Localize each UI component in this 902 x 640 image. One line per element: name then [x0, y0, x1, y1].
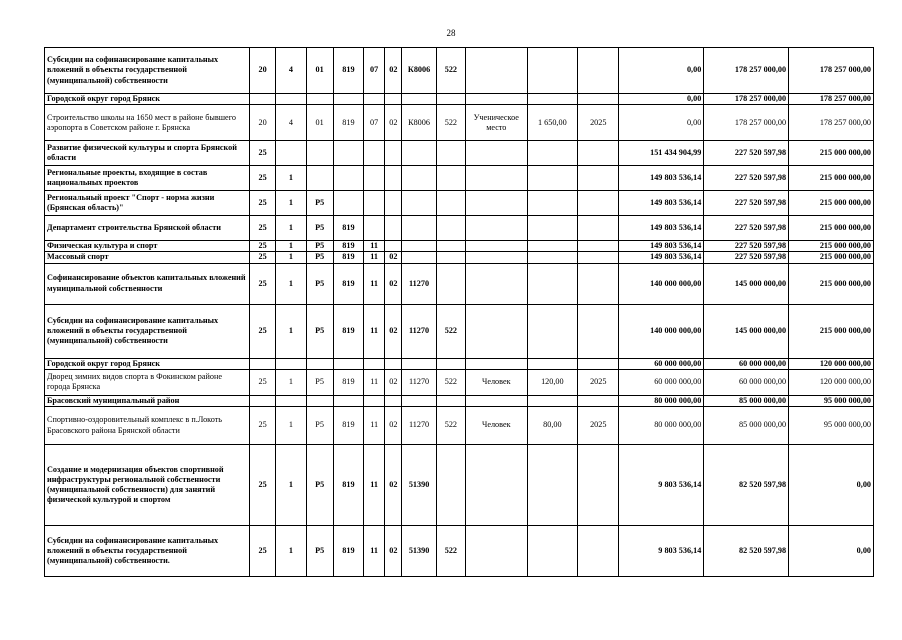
amount-3-cell: 0,00 [789, 526, 874, 577]
expense-type-code-cell [436, 445, 465, 526]
capacity-cell [527, 166, 577, 191]
amount-3-cell: 215 000 000,00 [789, 191, 874, 216]
project-code-cell: P5 [306, 263, 333, 304]
table-row [45, 526, 874, 577]
table-row [45, 241, 874, 252]
amount-3-cell: 0,00 [789, 445, 874, 526]
program-code-cell [249, 395, 275, 406]
amount-1-cell: 149 803 536,14 [619, 191, 704, 216]
expense-type-code-cell: 522 [436, 48, 465, 94]
capacity-cell [527, 141, 577, 166]
row-name-cell: Брасовский муниципальный район [45, 395, 250, 406]
amount-2-cell: 60 000 000,00 [704, 358, 789, 369]
section-code-cell [364, 358, 385, 369]
year-cell [578, 304, 619, 358]
row-name-cell: Массовый спорт [45, 252, 250, 263]
subprogram-code-cell [276, 395, 306, 406]
program-code-cell: 20 [249, 48, 275, 94]
subsection-code-cell [385, 141, 402, 166]
unit-cell [466, 141, 528, 166]
amount-3-cell: 215 000 000,00 [789, 241, 874, 252]
expense-type-code-cell [436, 241, 465, 252]
expense-type-code-cell [436, 94, 465, 105]
subprogram-code-cell [276, 141, 306, 166]
capacity-cell [527, 48, 577, 94]
year-cell [578, 216, 619, 241]
project-code-cell: P5 [306, 241, 333, 252]
unit-cell [466, 48, 528, 94]
amount-1-cell: 80 000 000,00 [619, 395, 704, 406]
row-name-cell: Региональный проект "Спорт - норма жизни (Брянская область)" [45, 191, 250, 216]
amount-1-cell: 149 803 536,14 [619, 252, 704, 263]
expense-type-code-cell [436, 216, 465, 241]
unit-cell: Человек [466, 369, 528, 395]
row-name-cell: Физическая культура и спорт [45, 241, 250, 252]
amount-2-cell: 145 000 000,00 [704, 304, 789, 358]
capacity-cell [527, 263, 577, 304]
year-cell [578, 191, 619, 216]
year-cell [578, 241, 619, 252]
amount-1-cell: 0,00 [619, 94, 704, 105]
capacity-cell [527, 526, 577, 577]
subsection-code-cell: 02 [385, 407, 402, 445]
program-code-cell: 25 [249, 407, 275, 445]
amount-3-cell: 178 257 000,00 [789, 105, 874, 141]
program-code-cell: 25 [249, 369, 275, 395]
row-name-cell: Городской округ город Брянск [45, 94, 250, 105]
project-code-cell: P5 [306, 252, 333, 263]
table-row [45, 166, 874, 191]
project-code-cell: P5 [306, 445, 333, 526]
program-code-cell: 25 [249, 445, 275, 526]
expense-type-code-cell [436, 141, 465, 166]
unit-cell [466, 358, 528, 369]
section-code-cell: 11 [364, 263, 385, 304]
expense-type-code-cell: 522 [436, 407, 465, 445]
row-name-cell: Городской округ город Брянск [45, 358, 250, 369]
unit-cell [466, 304, 528, 358]
amount-1-cell: 60 000 000,00 [619, 358, 704, 369]
subsection-code-cell [385, 94, 402, 105]
table-row [45, 358, 874, 369]
table-row [45, 191, 874, 216]
project-code-cell: P5 [306, 407, 333, 445]
table-row [45, 216, 874, 241]
target-item-code-cell [402, 141, 436, 166]
year-cell [578, 445, 619, 526]
amount-3-cell: 215 000 000,00 [789, 263, 874, 304]
capacity-cell [527, 191, 577, 216]
subsection-code-cell: 02 [385, 369, 402, 395]
row-name-cell: Субсидии на софинансирование капитальных вложений в объекты государственной (муниципальной) собственности. [45, 526, 250, 577]
section-code-cell: 11 [364, 252, 385, 263]
expense-type-code-cell: 522 [436, 105, 465, 141]
amount-1-cell: 140 000 000,00 [619, 304, 704, 358]
amount-3-cell: 120 000 000,00 [789, 358, 874, 369]
target-item-code-cell [402, 216, 436, 241]
amount-2-cell: 227 520 597,98 [704, 141, 789, 166]
target-item-code-cell: 11270 [402, 304, 436, 358]
program-code-cell: 25 [249, 141, 275, 166]
subsection-code-cell: 02 [385, 304, 402, 358]
subsection-code-cell [385, 191, 402, 216]
department-code-cell: 819 [333, 48, 363, 94]
project-code-cell: 01 [306, 48, 333, 94]
subprogram-code-cell: 1 [276, 445, 306, 526]
department-code-cell [333, 395, 363, 406]
amount-3-cell: 215 000 000,00 [789, 166, 874, 191]
target-item-code-cell: 51390 [402, 445, 436, 526]
amount-2-cell: 178 257 000,00 [704, 94, 789, 105]
section-code-cell [364, 395, 385, 406]
table-row [45, 304, 874, 358]
year-cell [578, 48, 619, 94]
target-item-code-cell: 11270 [402, 263, 436, 304]
unit-cell [466, 252, 528, 263]
program-code-cell [249, 358, 275, 369]
target-item-code-cell: 11270 [402, 407, 436, 445]
amount-3-cell: 215 000 000,00 [789, 252, 874, 263]
amount-2-cell: 227 520 597,98 [704, 216, 789, 241]
program-code-cell: 25 [249, 263, 275, 304]
target-item-code-cell [402, 358, 436, 369]
department-code-cell [333, 358, 363, 369]
expense-type-code-cell: 522 [436, 304, 465, 358]
subprogram-code-cell: 1 [276, 216, 306, 241]
project-code-cell [306, 358, 333, 369]
year-cell [578, 263, 619, 304]
section-code-cell: 11 [364, 526, 385, 577]
subprogram-code-cell: 1 [276, 526, 306, 577]
amount-1-cell: 149 803 536,14 [619, 216, 704, 241]
section-code-cell: 11 [364, 304, 385, 358]
unit-cell [466, 241, 528, 252]
amount-2-cell: 178 257 000,00 [704, 48, 789, 94]
row-name-cell: Создание и модернизация объектов спортивной инфраструктуры региональной собственности (муниципальной собственности) для занятий физической культурой и спортом [45, 445, 250, 526]
program-code-cell: 25 [249, 216, 275, 241]
capacity-cell [527, 445, 577, 526]
section-code-cell: 11 [364, 241, 385, 252]
amount-3-cell: 95 000 000,00 [789, 395, 874, 406]
target-item-code-cell: К8006 [402, 48, 436, 94]
department-code-cell: 819 [333, 304, 363, 358]
expense-type-code-cell [436, 395, 465, 406]
section-code-cell: 11 [364, 369, 385, 395]
table-row [45, 252, 874, 263]
year-cell: 2025 [578, 105, 619, 141]
expense-type-code-cell [436, 166, 465, 191]
amount-2-cell: 82 520 597,98 [704, 526, 789, 577]
program-code-cell: 25 [249, 526, 275, 577]
program-code-cell: 25 [249, 304, 275, 358]
subprogram-code-cell: 1 [276, 304, 306, 358]
amount-3-cell: 95 000 000,00 [789, 407, 874, 445]
unit-cell [466, 526, 528, 577]
amount-2-cell: 227 520 597,98 [704, 252, 789, 263]
page-number: 28 [446, 28, 456, 38]
capacity-cell [527, 216, 577, 241]
row-name-cell: Региональные проекты, входящие в состав национальных проектов [45, 166, 250, 191]
year-cell: 2025 [578, 369, 619, 395]
target-item-code-cell [402, 166, 436, 191]
capacity-cell [527, 395, 577, 406]
program-code-cell: 25 [249, 166, 275, 191]
row-name-cell: Строительство школы на 1650 мест в районе бывшего аэропорта в Советском районе г. Брянска [45, 105, 250, 141]
amount-2-cell: 85 000 000,00 [704, 407, 789, 445]
amount-3-cell: 178 257 000,00 [789, 94, 874, 105]
amount-1-cell: 9 803 536,14 [619, 526, 704, 577]
project-code-cell [306, 166, 333, 191]
budget-table [44, 47, 874, 577]
project-code-cell: 01 [306, 105, 333, 141]
subprogram-code-cell [276, 94, 306, 105]
subsection-code-cell [385, 395, 402, 406]
subsection-code-cell [385, 358, 402, 369]
table-row [45, 48, 874, 94]
expense-type-code-cell [436, 263, 465, 304]
expense-type-code-cell [436, 191, 465, 216]
capacity-cell [527, 241, 577, 252]
expense-type-code-cell: 522 [436, 369, 465, 395]
project-code-cell [306, 94, 333, 105]
budget-table-body [45, 48, 874, 577]
program-code-cell: 25 [249, 241, 275, 252]
project-code-cell: P5 [306, 191, 333, 216]
subprogram-code-cell: 1 [276, 166, 306, 191]
amount-2-cell: 60 000 000,00 [704, 369, 789, 395]
department-code-cell: 819 [333, 445, 363, 526]
department-code-cell [333, 94, 363, 105]
subprogram-code-cell: 1 [276, 369, 306, 395]
year-cell: 2025 [578, 407, 619, 445]
table-row [45, 369, 874, 395]
unit-cell [466, 263, 528, 304]
year-cell [578, 395, 619, 406]
target-item-code-cell: 11270 [402, 369, 436, 395]
subsection-code-cell: 02 [385, 526, 402, 577]
program-code-cell: 20 [249, 105, 275, 141]
row-name-cell: Субсидии на софинансирование капитальных вложений в объекты государственной (муниципальной) собственности [45, 48, 250, 94]
row-name-cell: Спортивно-оздоровительный комплекс в п.Локоть Брасовского района Брянской области [45, 407, 250, 445]
amount-3-cell: 215 000 000,00 [789, 304, 874, 358]
subprogram-code-cell: 4 [276, 105, 306, 141]
department-code-cell: 819 [333, 526, 363, 577]
amount-2-cell: 178 257 000,00 [704, 105, 789, 141]
project-code-cell [306, 141, 333, 166]
row-name-cell: Дворец зимних видов спорта в Фокинском районе города Брянска [45, 369, 250, 395]
project-code-cell [306, 395, 333, 406]
department-code-cell: 819 [333, 407, 363, 445]
subprogram-code-cell [276, 358, 306, 369]
row-name-cell: Софинансирование объектов капитальных вложений муниципальной собственности [45, 263, 250, 304]
capacity-cell: 1 650,00 [527, 105, 577, 141]
department-code-cell: 819 [333, 369, 363, 395]
table-row [45, 105, 874, 141]
section-code-cell [364, 94, 385, 105]
amount-1-cell: 60 000 000,00 [619, 369, 704, 395]
department-code-cell [333, 191, 363, 216]
department-code-cell: 819 [333, 105, 363, 141]
target-item-code-cell [402, 252, 436, 263]
department-code-cell [333, 141, 363, 166]
project-code-cell: P5 [306, 216, 333, 241]
amount-2-cell: 227 520 597,98 [704, 166, 789, 191]
department-code-cell: 819 [333, 263, 363, 304]
table-row [45, 94, 874, 105]
unit-cell [466, 166, 528, 191]
department-code-cell: 819 [333, 216, 363, 241]
amount-1-cell: 9 803 536,14 [619, 445, 704, 526]
amount-2-cell: 82 520 597,98 [704, 445, 789, 526]
amount-1-cell: 140 000 000,00 [619, 263, 704, 304]
subsection-code-cell [385, 216, 402, 241]
table-row [45, 407, 874, 445]
unit-cell: Ученическое место [466, 105, 528, 141]
amount-2-cell: 227 520 597,98 [704, 241, 789, 252]
section-code-cell: 07 [364, 105, 385, 141]
amount-2-cell: 145 000 000,00 [704, 263, 789, 304]
amount-1-cell: 0,00 [619, 105, 704, 141]
subprogram-code-cell: 1 [276, 241, 306, 252]
expense-type-code-cell [436, 358, 465, 369]
amount-3-cell: 215 000 000,00 [789, 216, 874, 241]
section-code-cell: 07 [364, 48, 385, 94]
row-name-cell: Субсидии на софинансирование капитальных вложений в объекты государственной (муниципальной) собственности [45, 304, 250, 358]
expense-type-code-cell: 522 [436, 526, 465, 577]
subprogram-code-cell: 1 [276, 407, 306, 445]
subprogram-code-cell: 4 [276, 48, 306, 94]
amount-3-cell: 178 257 000,00 [789, 48, 874, 94]
year-cell [578, 166, 619, 191]
unit-cell [466, 216, 528, 241]
capacity-cell: 120,00 [527, 369, 577, 395]
program-code-cell [249, 94, 275, 105]
target-item-code-cell [402, 241, 436, 252]
department-code-cell [333, 166, 363, 191]
department-code-cell: 819 [333, 241, 363, 252]
target-item-code-cell [402, 191, 436, 216]
unit-cell [466, 445, 528, 526]
amount-3-cell: 215 000 000,00 [789, 141, 874, 166]
subsection-code-cell [385, 241, 402, 252]
subprogram-code-cell: 1 [276, 191, 306, 216]
project-code-cell: P5 [306, 304, 333, 358]
capacity-cell: 80,00 [527, 407, 577, 445]
program-code-cell: 25 [249, 252, 275, 263]
table-row [45, 445, 874, 526]
amount-2-cell: 85 000 000,00 [704, 395, 789, 406]
year-cell [578, 94, 619, 105]
subsection-code-cell [385, 166, 402, 191]
subprogram-code-cell: 1 [276, 252, 306, 263]
unit-cell: Человек [466, 407, 528, 445]
table-row [45, 141, 874, 166]
row-name-cell: Развитие физической культуры и спорта Брянской области [45, 141, 250, 166]
section-code-cell [364, 216, 385, 241]
subsection-code-cell: 02 [385, 445, 402, 526]
project-code-cell: P5 [306, 369, 333, 395]
unit-cell [466, 94, 528, 105]
capacity-cell [527, 252, 577, 263]
subsection-code-cell: 02 [385, 48, 402, 94]
year-cell [578, 141, 619, 166]
section-code-cell: 11 [364, 407, 385, 445]
section-code-cell [364, 141, 385, 166]
year-cell [578, 526, 619, 577]
section-code-cell: 11 [364, 445, 385, 526]
amount-1-cell: 151 434 904,99 [619, 141, 704, 166]
target-item-code-cell: 51390 [402, 526, 436, 577]
target-item-code-cell: К8006 [402, 105, 436, 141]
amount-3-cell: 120 000 000,00 [789, 369, 874, 395]
section-code-cell [364, 166, 385, 191]
project-code-cell: P5 [306, 526, 333, 577]
department-code-cell: 819 [333, 252, 363, 263]
subsection-code-cell: 02 [385, 105, 402, 141]
capacity-cell [527, 94, 577, 105]
row-name-cell: Департамент строительства Брянской области [45, 216, 250, 241]
expense-type-code-cell [436, 252, 465, 263]
year-cell [578, 358, 619, 369]
capacity-cell [527, 358, 577, 369]
table-row [45, 395, 874, 406]
amount-1-cell: 0,00 [619, 48, 704, 94]
table-row [45, 263, 874, 304]
amount-2-cell: 227 520 597,98 [704, 191, 789, 216]
year-cell [578, 252, 619, 263]
target-item-code-cell [402, 395, 436, 406]
section-code-cell [364, 191, 385, 216]
target-item-code-cell [402, 94, 436, 105]
amount-1-cell: 149 803 536,14 [619, 241, 704, 252]
unit-cell [466, 191, 528, 216]
program-code-cell: 25 [249, 191, 275, 216]
unit-cell [466, 395, 528, 406]
subsection-code-cell: 02 [385, 252, 402, 263]
subsection-code-cell: 02 [385, 263, 402, 304]
capacity-cell [527, 304, 577, 358]
amount-1-cell: 80 000 000,00 [619, 407, 704, 445]
amount-1-cell: 149 803 536,14 [619, 166, 704, 191]
subprogram-code-cell: 1 [276, 263, 306, 304]
